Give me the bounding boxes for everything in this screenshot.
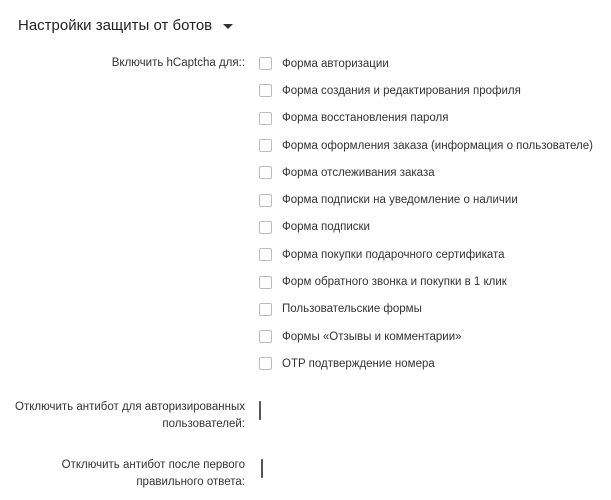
caret-down-icon[interactable] xyxy=(223,24,233,29)
hcaptcha-option-gift-certificate-form[interactable] xyxy=(259,246,593,273)
hcaptcha-options-list xyxy=(259,55,593,383)
hcaptcha-option-stock-notify-form[interactable] xyxy=(259,191,593,218)
option-label: Форма подписки xyxy=(282,221,370,234)
checkbox[interactable] xyxy=(259,194,272,207)
hcaptcha-option-order-tracking-form[interactable] xyxy=(259,164,593,191)
checkbox[interactable] xyxy=(259,112,272,125)
option-label: Формы «Отзывы и комментарии» xyxy=(282,330,462,343)
option-label: Форма восстановления пароля xyxy=(282,112,449,125)
checkbox[interactable] xyxy=(259,57,272,70)
checkbox[interactable] xyxy=(259,166,272,179)
section-header-toggle[interactable] xyxy=(18,17,233,34)
option-label: Форма оформления заказа (информация о пользователе) xyxy=(282,139,593,152)
checkbox[interactable] xyxy=(259,221,272,234)
checkbox[interactable] xyxy=(259,248,272,261)
checkbox[interactable] xyxy=(259,139,272,152)
hcaptcha-option-custom-forms[interactable] xyxy=(259,301,593,328)
option-label: OTP подтверждение номера xyxy=(282,357,435,370)
antibot-authorized-label: Отключить антибот для авторизированных пользователей: xyxy=(15,401,245,430)
antibot-authorized-checkbox[interactable] xyxy=(259,401,261,420)
option-label: Форма покупки подарочного сертификата xyxy=(282,248,505,261)
hcaptcha-option-password-recovery-form[interactable] xyxy=(259,110,593,137)
antibot-first-answer-label: Отключить антибот после первого правильного ответа: xyxy=(61,459,245,488)
option-label: Форма отслеживания заказа xyxy=(282,166,435,179)
hcaptcha-option-reviews-forms[interactable] xyxy=(259,328,593,355)
option-label: Форма подписки на уведомление о наличии xyxy=(282,194,518,207)
checkbox[interactable] xyxy=(259,330,272,343)
hcaptcha-option-subscribe-form[interactable] xyxy=(259,219,593,246)
hcaptcha-option-profile-form[interactable] xyxy=(259,82,593,109)
hcaptcha-option-auth-form[interactable] xyxy=(259,55,593,82)
hcaptcha-option-callback-form[interactable] xyxy=(259,273,593,300)
hcaptcha-label: Включить hCaptcha для:: xyxy=(111,57,245,69)
hcaptcha-option-checkout-form[interactable] xyxy=(259,137,593,164)
checkbox[interactable] xyxy=(259,303,272,316)
checkbox[interactable] xyxy=(259,357,272,370)
option-label: Форма создания и редактирования профиля xyxy=(282,84,521,97)
hcaptcha-option-otp-confirmation[interactable] xyxy=(259,355,593,382)
checkbox[interactable] xyxy=(259,276,272,289)
checkbox[interactable] xyxy=(259,84,272,97)
section-title: Настройки защиты от ботов xyxy=(18,17,213,34)
option-label: Форма авторизации xyxy=(282,57,389,70)
antibot-first-answer-checkbox[interactable] xyxy=(261,459,263,478)
option-label: Форм обратного звонка и покупки в 1 клик xyxy=(282,276,507,289)
option-label: Пользовательские формы xyxy=(282,303,422,316)
